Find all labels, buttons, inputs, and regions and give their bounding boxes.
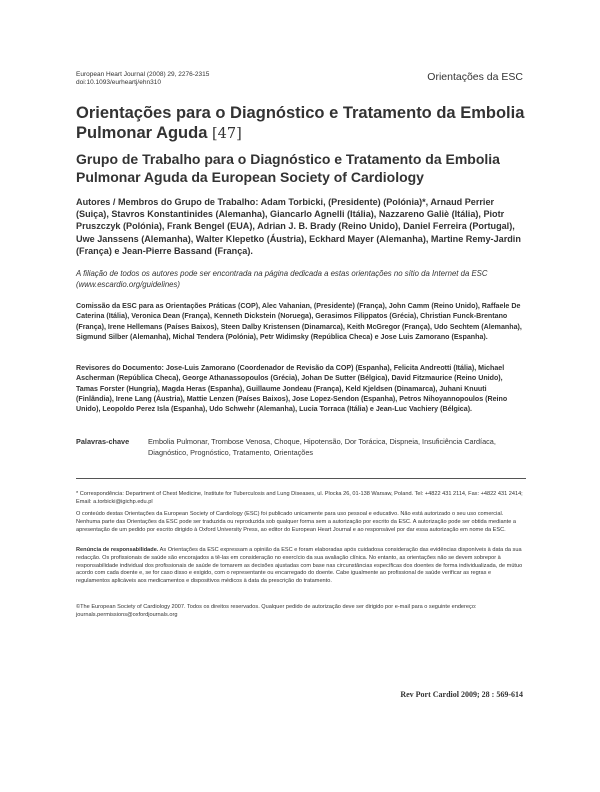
footer-reference: Rev Port Cardiol 2009; 28 : 569-614 xyxy=(400,690,523,699)
commission-list: Comissão da ESC para as Orientações Práticas (COP), Alec Vahanian, (Presidente) (França), John Camm (Reino Unido), Raffaele De Caterina (Itália), Veronica Dean (França), Kenneth Dickstein (Noruega), Gerasimos Filippatos (Grécia), Christian Funck-Brentano (França), Irene Hellemans (Países Baixos), Steen Dalby Kristensen (Dinamarca), Keith McGregor (França), Udo Sechtem (Alemanha), Sigmund Silber (Alemanha), Michal Tendera (Polónia), Petr Widimsky (República Checa) e Jose Luis Zamorano (Espanha). xyxy=(76,302,522,341)
title-reference: [47] xyxy=(212,126,242,142)
subtitle: Grupo de Trabalho para o Diagnóstico e Tratamento da Embolia Pulmonar Aguda da European Society of Cardiology xyxy=(76,151,500,185)
keywords-text: Embolia Pulmonar, Trombose Venosa, Choque, Hipotensão, Dor Torácica, Dispneia, Insuficiência Cardíaca, Diagnóstico, Prognóstico, Tratamento, Orientações xyxy=(148,437,496,457)
main-title xyxy=(76,103,526,144)
keywords-label: Palavras-chave xyxy=(76,437,130,446)
correspondence-note: * Correspondência: Department of Chest Medicine, Institute for Tuberculosis and Lung Diseases, ul. Plocka 26, 01-138 Warsaw, Poland. Tel: +4822 431 2114, Fax: +4822 431 2414; Email: a.torbicki@igichp.edu.pl xyxy=(76,491,523,505)
section-label: Orientações da ESC xyxy=(427,71,523,83)
footnote-divider xyxy=(76,478,526,479)
disclaimer-text: As Orientações da ESC expressam a opinião da ESC e foram elaboradas após cuidadosa consideração das evidências disponíveis à data da sua redacção. Os profissionais de saúde são encorajados a tê-las em consideração no exercício da sua avaliação clínica. No entanto, as orientações não se devem sobrepor à responsabilidade individual dos profissionais de saúde de tomarem as decisões ajustadas com base nas circunstâncias específicas dos doentes de forma individualizada, de mútuo acordo com cada doente e, se for caso disso e exigido, com o representante ou encarregado do doente. Cabe igualmente ao profissional de saúde verificar as regras e regulamentos aplicáveis aos medicamentos e dispositivos médicos à data da prescrição do tratamento. xyxy=(76,547,523,585)
disclaimer xyxy=(76,547,526,586)
affiliation-note: A filiação de todos os autores pode ser encontrada na página dedicada a estas orientações no sítio da Internet da ESC (www.escardio.org/guidelines) xyxy=(76,269,488,289)
journal-citation: European Heart Journal (2008) 29, 2276-2315 xyxy=(76,71,210,78)
main-title-text: Orientações para o Diagnóstico e Tratamento da Embolia Pulmonar Aguda xyxy=(76,104,525,142)
journal-reference xyxy=(76,71,209,87)
reviewers-list: Revisores do Documento: Jose-Luis Zamorano (Coordenador de Revisão da COP) (Espanha), Felicita Andreotti (Itália), Michael Ascherman (República Checa), George Athanassopoulos (Grécia), Johan De Sutter (Bélgica), David Fitzmaurice (Reino Unido), Tamas Forster (Hungria), Magda Heras (Espanha), Guillaume Jondeau (França), Keld Kjeldsen (Dinamarca), Juhani Knuuti (Finlândia), Irene Lang (Áustria), Mattie Lenzen (Países Baixos), Jose Lopez-Sendon (Espanha), Petros Nihoyannopoulos (Reino Unido), Leopoldo Perez Isla (Espanha), Udo Schwehr (Alemanha), Lucia Torraca (Itália) e Jean-Luc Vachiery (Bélgica). xyxy=(76,364,508,414)
disclaimer-label: Renúncia de responsabilidade. xyxy=(76,547,159,553)
journal-doi: doi:10.1093/eurheartj/ehn310 xyxy=(76,79,161,86)
authors-list: Autores / Membros do Grupo de Trabalho: Adam Torbicki, (Presidente) (Polónia)*, Arnaud Perrier (Suiça), Stavros Konstantinides (Alemanha), Giancarlo Agnelli (Itália), Nazzareno Galiè (Itália), Piotr Pruszczyk (Polónia), Frank Bengel (EUA), Adrian J. B. Brady (Reino Unido), Daniel Ferreira (Portugal), Uwe Janssens (Alemanha), Walter Klepetko (Áustria), Eckhard Mayer (Alemanha), Martine Remy-Jardin (França) e Jean-Pierre Bassand (França). xyxy=(76,197,521,256)
copyright-note: ©The European Society of Cardiology 2007. Todos os direitos reservados. Qualquer pedido de autorização deve ser dirigido por e-mail para o seguinte endereço: journals.permissions@oxfordjournals.org xyxy=(76,604,477,618)
usage-notice: O conteúdo destas Orientações da European Society of Cardiology (ESC) foi publicado unicamente para uso pessoal e educativo. Não está autorizado o seu uso comercial. Nenhuma parte das Orientações da ESC pode ser traduzida ou reproduzida sob qualquer forma sem a autorização por escrito da ESC. A autorização pode ser obtida mediante a apresentação de um pedido por escrito dirigido à Oxford University Press, ao editor do European Heart Journal e ao responsável por dar essa autorização em nome da ESC. xyxy=(76,511,516,533)
